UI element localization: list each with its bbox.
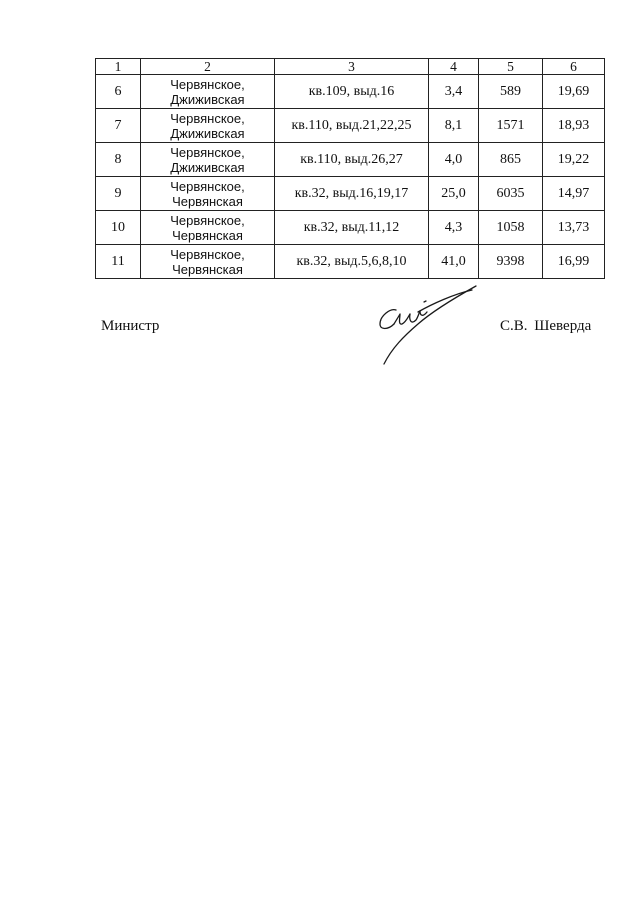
column-header-4: 4 bbox=[429, 59, 479, 75]
row-number: 8 bbox=[96, 143, 141, 177]
place-cell bbox=[141, 245, 275, 279]
row-number: 7 bbox=[96, 109, 141, 143]
table-row bbox=[96, 109, 605, 143]
place-line-1: Червянское, bbox=[170, 178, 245, 194]
plot-cell: кв.110, выд.26,27 bbox=[275, 143, 429, 177]
place-line-1: Червянское, bbox=[170, 110, 245, 126]
data-table bbox=[95, 58, 605, 279]
area-cell: 8,1 bbox=[429, 109, 479, 143]
table-row bbox=[96, 143, 605, 177]
volume-cell: 1571 bbox=[479, 109, 543, 143]
plot-cell: кв.32, выд.11,12 bbox=[275, 211, 429, 245]
place-line-2: Червянская bbox=[172, 261, 243, 277]
plot-cell: кв.109, выд.16 bbox=[275, 75, 429, 109]
table-header-row bbox=[96, 59, 605, 75]
value-cell: 13,73 bbox=[543, 211, 605, 245]
area-cell: 41,0 bbox=[429, 245, 479, 279]
volume-cell: 865 bbox=[479, 143, 543, 177]
place-cell bbox=[141, 143, 275, 177]
area-cell: 25,0 bbox=[429, 177, 479, 211]
plot-cell: кв.110, выд.21,22,25 bbox=[275, 109, 429, 143]
place-line-2: Джиживская bbox=[170, 159, 245, 175]
place-line-1: Червянское, bbox=[170, 76, 245, 92]
row-number: 9 bbox=[96, 177, 141, 211]
place-cell bbox=[141, 211, 275, 245]
place-cell bbox=[141, 109, 275, 143]
value-cell: 18,93 bbox=[543, 109, 605, 143]
table-row bbox=[96, 245, 605, 279]
place-cell bbox=[141, 75, 275, 109]
row-number: 10 bbox=[96, 211, 141, 245]
place-line-1: Червянское, bbox=[170, 246, 245, 262]
place-line-2: Джиживская bbox=[170, 125, 245, 141]
row-number: 6 bbox=[96, 75, 141, 109]
column-header-6: 6 bbox=[543, 59, 605, 75]
place-line-2: Червянская bbox=[172, 193, 243, 209]
value-cell: 14,97 bbox=[543, 177, 605, 211]
column-header-5: 5 bbox=[479, 59, 543, 75]
volume-cell: 589 bbox=[479, 75, 543, 109]
place-cell bbox=[141, 177, 275, 211]
plot-cell: кв.32, выд.16,19,17 bbox=[275, 177, 429, 211]
area-cell: 4,3 bbox=[429, 211, 479, 245]
table-row bbox=[96, 75, 605, 109]
handwritten-signature bbox=[372, 282, 484, 366]
value-cell: 16,99 bbox=[543, 245, 605, 279]
table-row bbox=[96, 177, 605, 211]
place-line-2: Джиживская bbox=[170, 91, 245, 107]
column-header-1: 1 bbox=[96, 59, 141, 75]
area-cell: 4,0 bbox=[429, 143, 479, 177]
column-header-2: 2 bbox=[141, 59, 275, 75]
table-row bbox=[96, 211, 605, 245]
plot-cell: кв.32, выд.5,6,8,10 bbox=[275, 245, 429, 279]
place-line-1: Червянское, bbox=[170, 144, 245, 160]
place-line-2: Червянская bbox=[172, 227, 243, 243]
signer-position: Министр bbox=[101, 318, 160, 334]
row-number: 11 bbox=[96, 245, 141, 279]
column-header-3: 3 bbox=[275, 59, 429, 75]
place-line-1: Червянское, bbox=[170, 212, 245, 228]
area-cell: 3,4 bbox=[429, 75, 479, 109]
volume-cell: 6035 bbox=[479, 177, 543, 211]
volume-cell: 1058 bbox=[479, 211, 543, 245]
volume-cell: 9398 bbox=[479, 245, 543, 279]
value-cell: 19,69 bbox=[543, 75, 605, 109]
signer-name: С.В. Шеверда bbox=[500, 318, 592, 334]
value-cell: 19,22 bbox=[543, 143, 605, 177]
